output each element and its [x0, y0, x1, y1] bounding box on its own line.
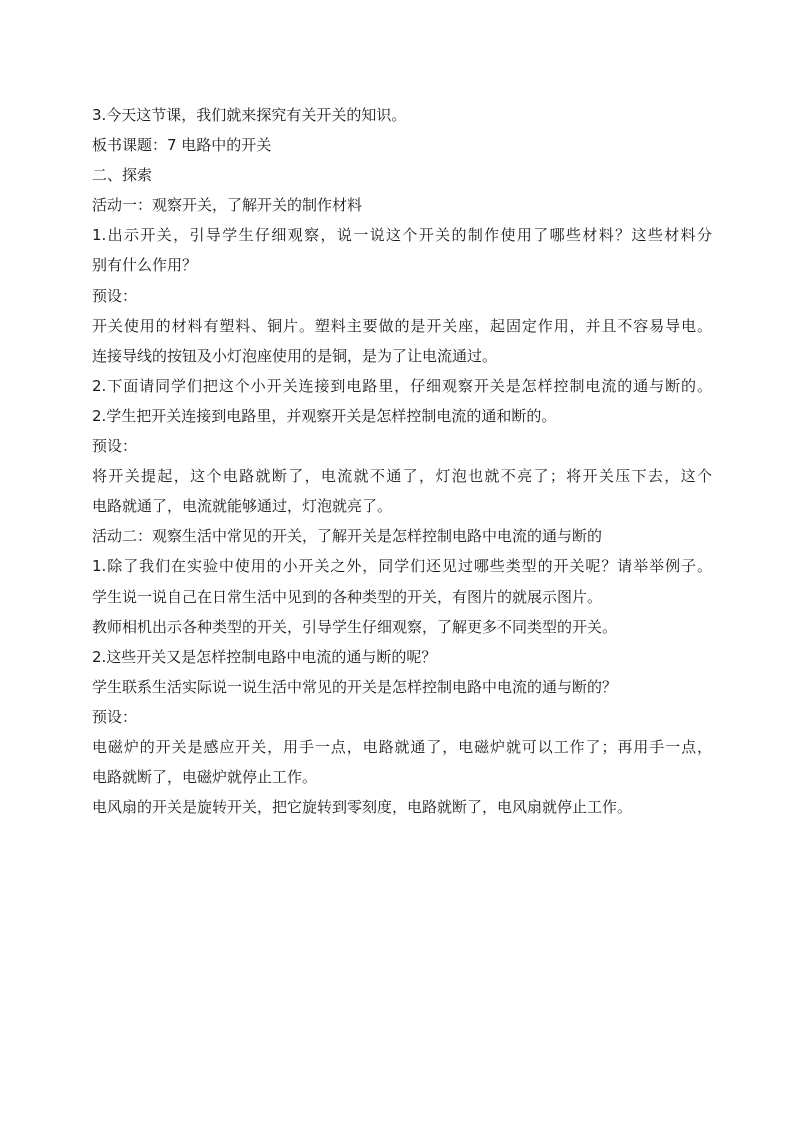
paragraph-line: 3.今天这节课，我们就来探究有关开关的知识。	[92, 106, 407, 124]
paragraph-line: 学生说一说自己在日常生活中见到的各种类型的开关，有图片的就展示图片。	[92, 587, 603, 606]
paragraph-line: 电风扇的开关是旋转开关，把它旋转到零刻度，电路就断了，电风扇就停止工作。	[92, 798, 633, 817]
paragraph-line: 电路就通了，电流就能够通过，灯泡就亮了。	[92, 497, 393, 516]
paragraph-line: 教师相机出示各种类型的开关，引导学生仔细观察，了解更多不同类型的开关。	[92, 617, 618, 636]
paragraph-line: 2.这些开关又是怎样控制电路中电流的通与断的呢？	[92, 647, 437, 666]
paragraph-line: 1.出示开关，引导学生仔细观察，说一说这个开关的制作使用了哪些材料？这些材料分	[92, 226, 712, 245]
paragraph-line: 二、探索	[92, 166, 153, 185]
paragraph-line: 将开关提起，这个电路就断了，电流就不通了，灯泡也就不亮了；将开关压下去，这个	[92, 467, 712, 486]
paragraph-line: 2.学生把开关连接到电路里，并观察开关是怎样控制电流的通和断的。	[92, 406, 557, 425]
paragraph-line: 学生联系生活实际说一说生活中常见的开关是怎样控制电路中电流的通与断的？	[92, 677, 618, 696]
paragraph-line: 预设：	[92, 437, 138, 456]
paragraph-line: 开关使用的材料有塑料、铜片。塑料主要做的是开关座，起固定作用，并且不容易导电。	[92, 316, 712, 335]
paragraph-line: 电磁炉的开关是感应开关，用手一点，电路就通了，电磁炉就可以工作了；再用手一点，	[92, 737, 712, 756]
paragraph-line: 板书课题：7 电路中的开关	[92, 136, 272, 155]
paragraph-line: 预设：	[92, 707, 138, 726]
paragraph-line: 预设：	[92, 286, 138, 305]
paragraph-line: 电路就断了，电磁炉就停止工作。	[92, 768, 318, 787]
paragraph-line: 活动二：观察生活中常见的开关，了解开关是怎样控制电路中电流的通与断的	[92, 527, 603, 546]
paragraph-line: 1.除了我们在实验中使用的小开关之外，同学们还见过哪些类型的开关呢？请举举例子。	[92, 557, 712, 576]
document-body	[92, 100, 712, 822]
paragraph-line: 连接导线的按钮及小灯泡座使用的是铜，是为了让电流通过。	[92, 346, 498, 365]
paragraph-line: 2.下面请同学们把这个小开关连接到电路里，仔细观察开关是怎样控制电流的通与断的。	[92, 376, 712, 395]
paragraph-line: 活动一：观察开关，了解开关的制作材料	[92, 196, 363, 215]
paragraph-line: 别有什么作用？	[92, 256, 198, 275]
